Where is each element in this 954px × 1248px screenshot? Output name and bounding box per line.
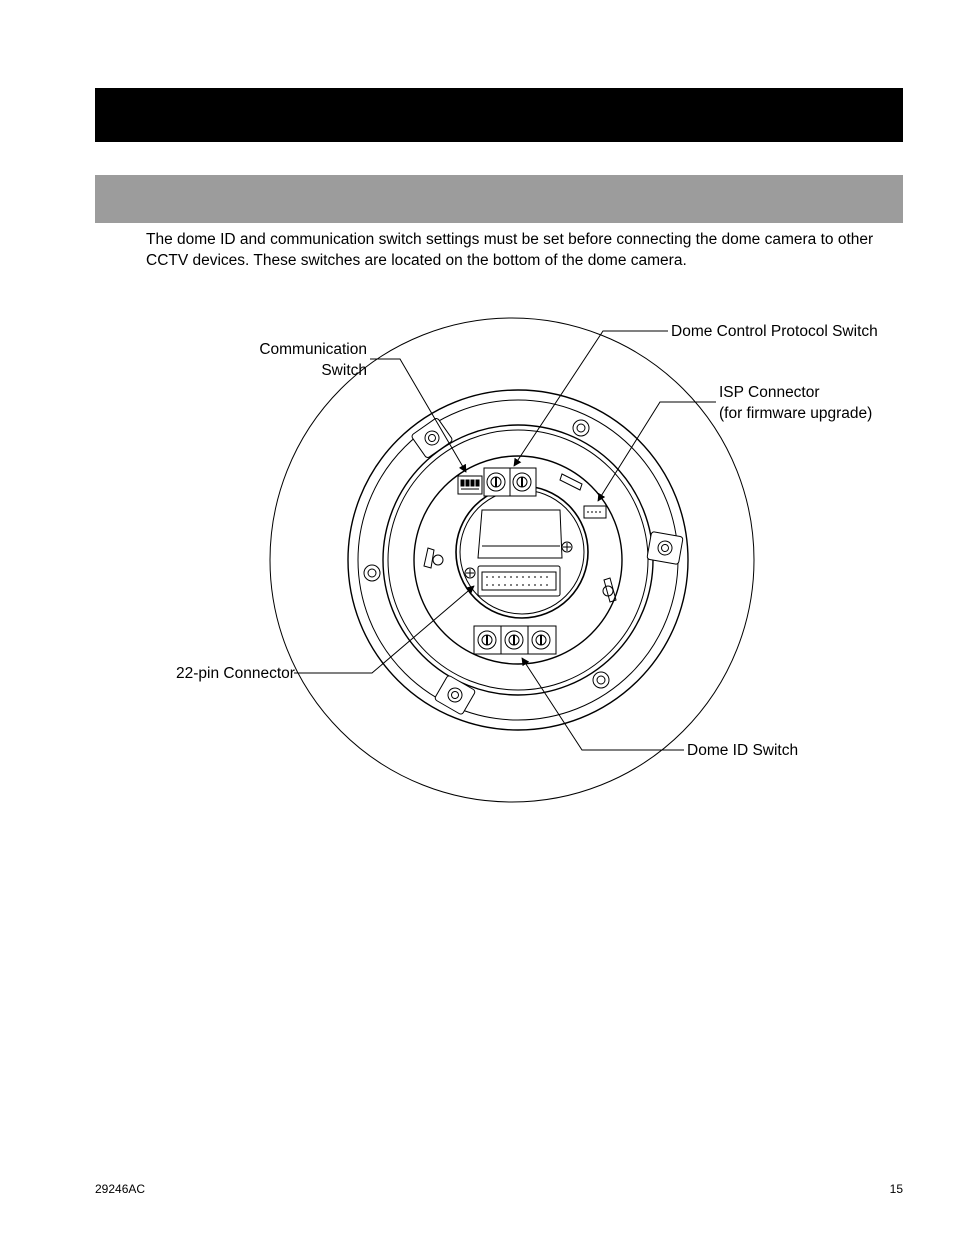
label-communication-switch-line-1: Communication [259,341,367,358]
screw-hole-pcb-left [433,555,443,565]
screw-hole-bottom-right [593,672,609,688]
screw-hole-left [364,565,380,581]
label-isp-connector-line-2: (for firmware upgrade) [719,405,873,422]
label-dome-control-protocol-switch: Dome Control Protocol Switch [671,323,878,340]
protocol-rotary-switches [484,468,536,496]
footer-page-number: 15 [889,1182,903,1196]
label-communication-switch-line-2: Switch [321,362,367,379]
label-communication-switch [246,339,367,381]
leader-isp-connector [598,402,716,501]
label-isp-connector-line-1: ISP Connector [719,384,820,401]
mounting-tab-right [647,531,683,564]
label-dome-id-switch: Dome ID Switch [687,742,799,759]
footer-doc-number: 29246AC [95,1182,146,1196]
screw-hole-top-right [573,420,589,436]
communication-dip-switch [458,476,482,494]
label-22-pin-connector: 22-pin Connector [176,665,295,682]
base-ring-outer [348,390,688,730]
leader-22-pin-connector [294,586,474,673]
isp-connector [584,506,606,518]
intro-line-1: The dome ID and communication switch settings must be set before connecting the dome camera to other [146,231,874,248]
module-screw-right [562,542,572,552]
label-isp-connector [719,382,872,424]
dome-id-rotary-switches [474,626,556,654]
intro-line-2: CCTV devices. These switches are located on the bottom of the dome camera. [146,252,687,269]
module-screw-left [465,568,475,578]
connector-22-pin [478,566,560,596]
base-ring-inner [358,400,678,720]
